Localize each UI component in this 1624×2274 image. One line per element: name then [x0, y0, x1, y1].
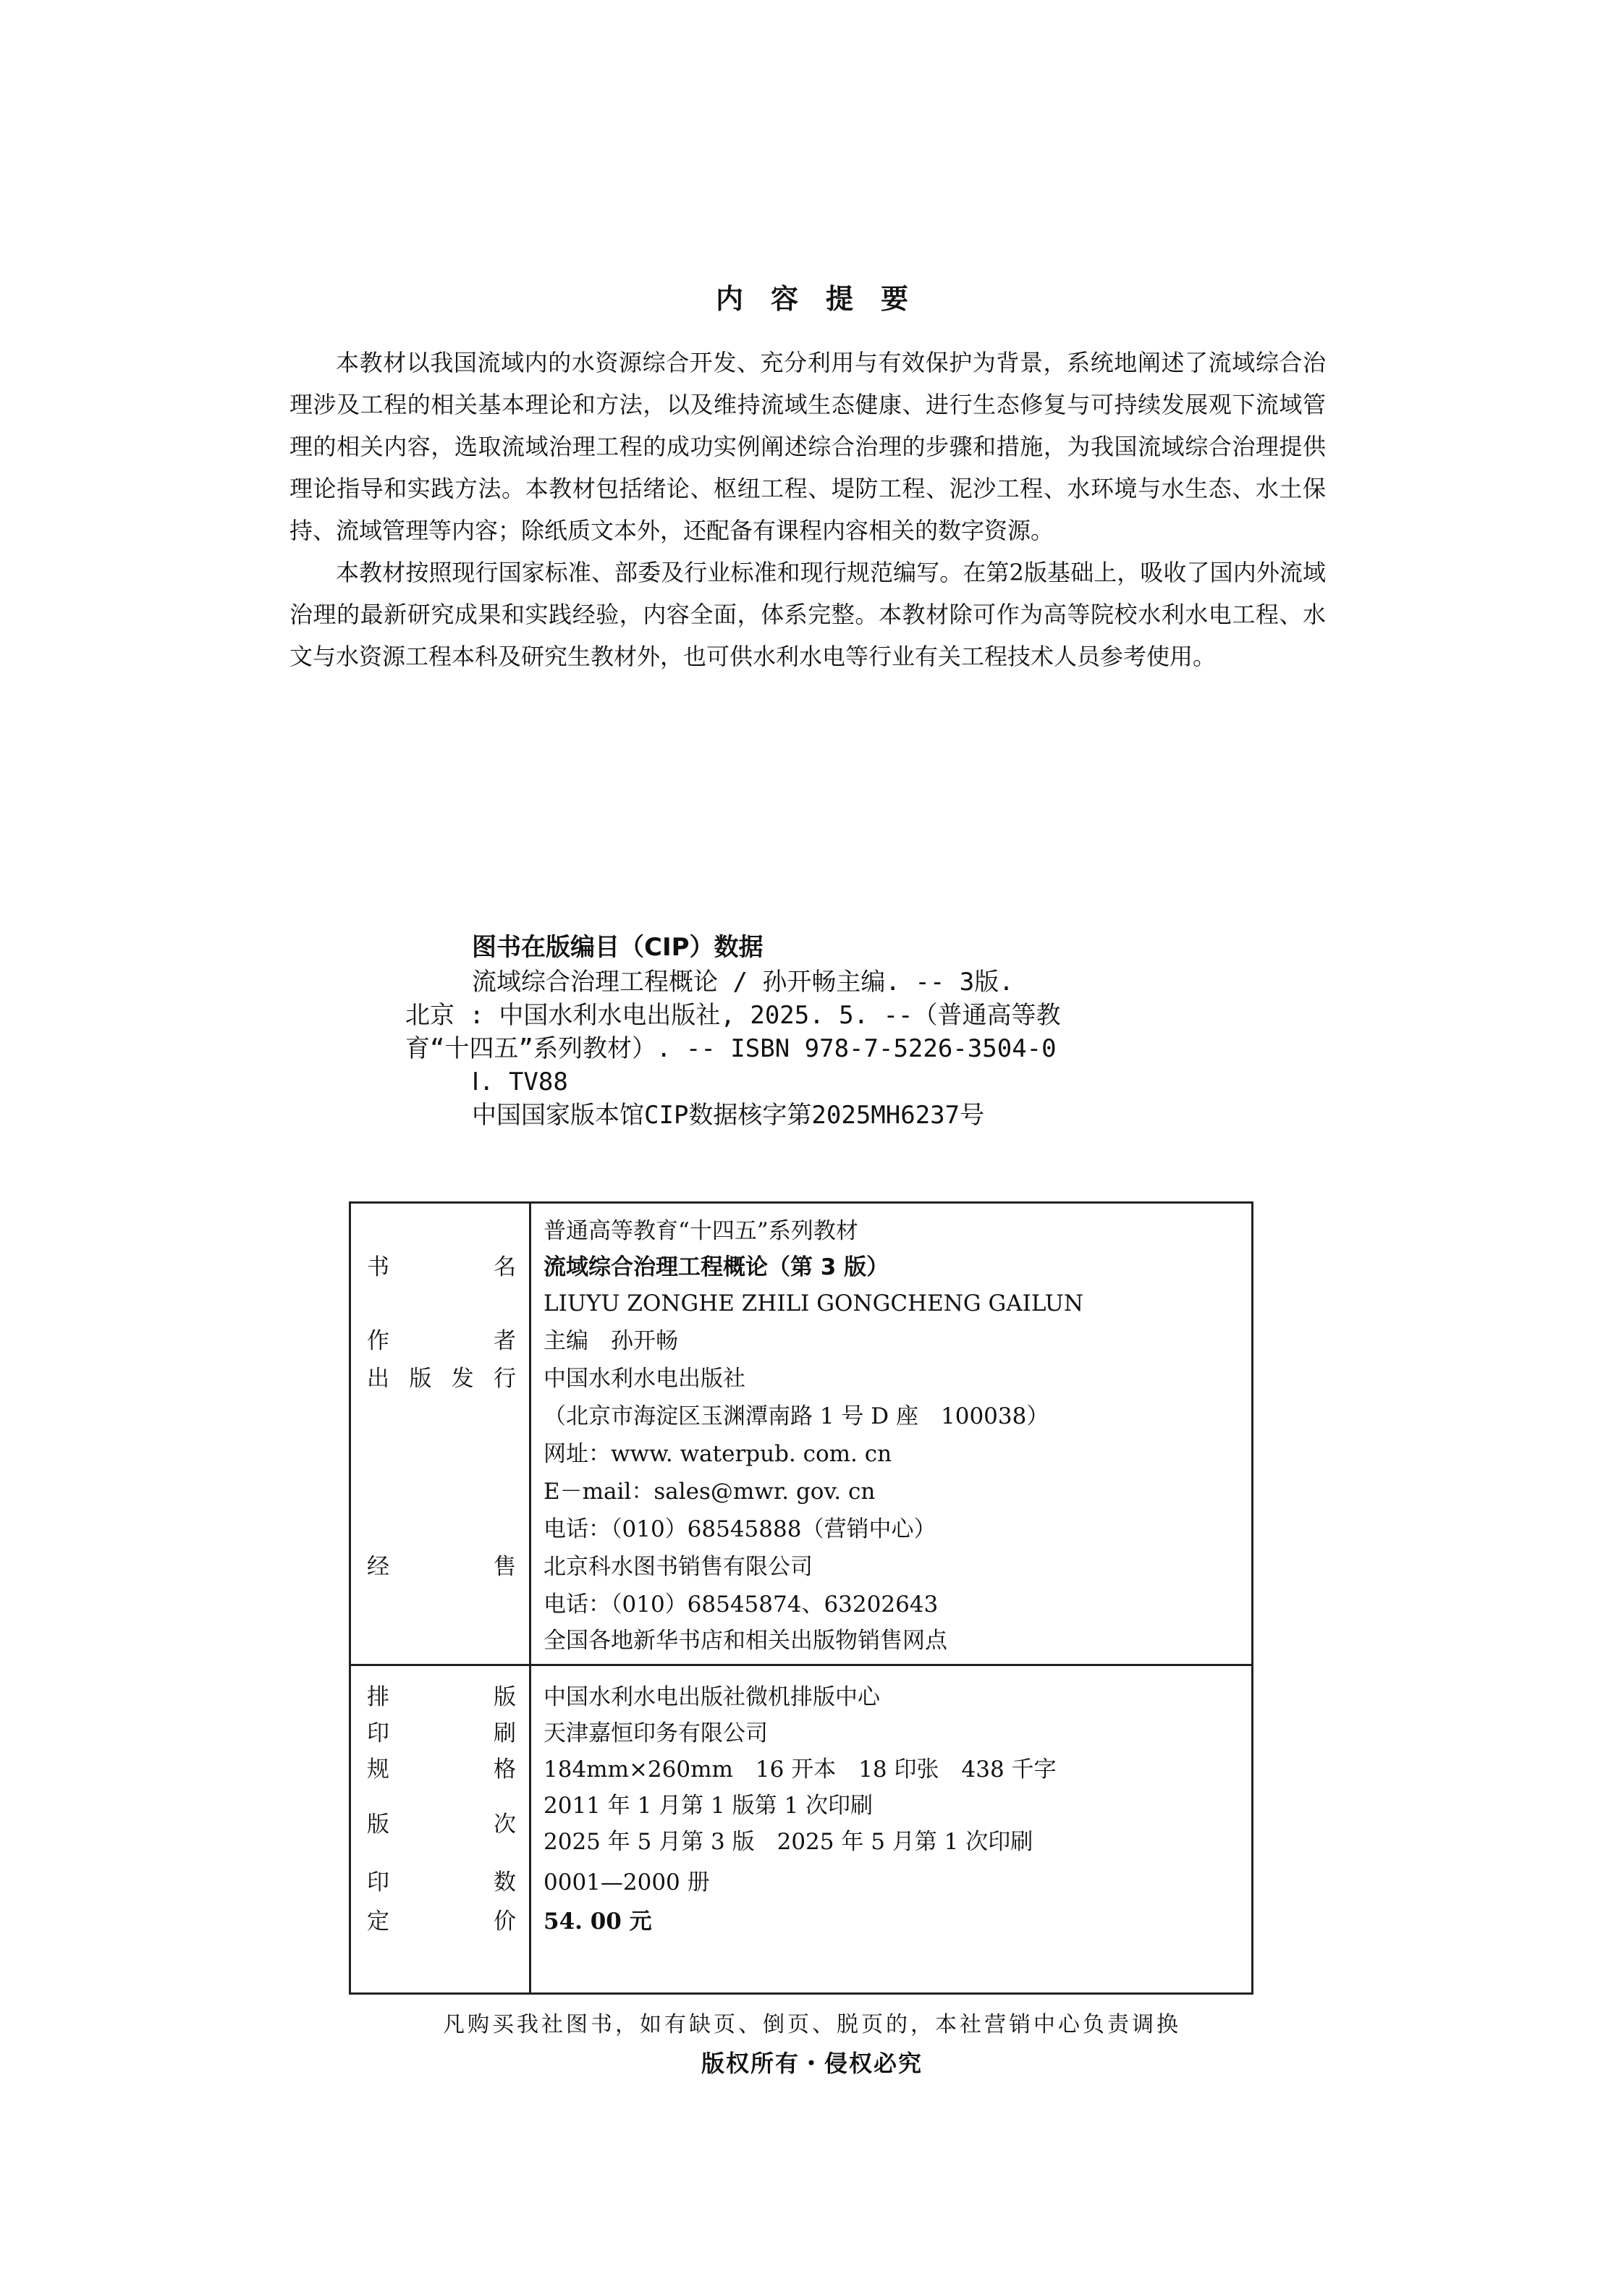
label-edition	[367, 1812, 516, 1838]
summary-paragraph: 本教材按照现行国家标准、部委及行业标准和现行规范编写。在第2版基础上，吸收了国内外流域治理的最新研究成果和实践经验，内容全面，体系完整。本教材除可作为高等院校水利水电工程、水文与水资源工程本科及研究生教材外，也可供水利水电等行业有关工程技术人员参考使用。	[289, 559, 1326, 670]
label-char: 行	[493, 1366, 516, 1392]
label-char: 书	[367, 1254, 389, 1280]
label-char: 价	[494, 1909, 516, 1935]
label-char: 作	[367, 1328, 389, 1354]
typesetting-value: 中国水利水电出版社微机排版中心	[544, 1684, 880, 1710]
label-char: 版	[367, 1812, 389, 1838]
label-char: 排	[367, 1684, 389, 1710]
publisher-website: 网址：www. waterpub. com. cn	[544, 1441, 892, 1467]
price-value: 54. 00 元	[544, 1909, 652, 1935]
distributor-value: 北京科水图书销售有限公司	[544, 1554, 813, 1580]
print-count-value: 0001—2000 册	[544, 1869, 710, 1895]
label-char: 者	[494, 1328, 516, 1354]
label-char: 发	[451, 1366, 474, 1392]
label-publisher	[367, 1366, 516, 1392]
summary-title: 内容提要	[715, 283, 936, 315]
cip-line: 流域综合治理工程概论 / 孙开畅主编. -- 3版.	[472, 968, 1014, 997]
cip-line: Ⅰ. TV88	[472, 1068, 568, 1096]
label-char: 印	[367, 1869, 389, 1895]
book-title-value: 流域综合治理工程概论（第 3 版）	[544, 1254, 889, 1280]
publisher-value: 中国水利水电出版社	[544, 1366, 745, 1392]
cip-line: 北京 : 中国水利水电出版社, 2025. 5. --（普通高等教	[405, 1001, 1061, 1030]
label-char: 版	[409, 1366, 432, 1392]
copyright-notice: 版权所有・侵权必究	[701, 2050, 923, 2077]
author-value: 主编 孙开畅	[544, 1328, 678, 1354]
imprint-table	[349, 1201, 1253, 1995]
edition-current-value: 2025 年 5 月第 3 版 2025 年 5 月第 1 次印刷	[544, 1829, 1033, 1855]
label-distributor	[367, 1554, 516, 1580]
label-spec	[367, 1757, 516, 1783]
label-char: 印	[367, 1720, 389, 1746]
label-char: 经	[367, 1554, 389, 1580]
distributor-phone: 电话：（010）68545874、63202643	[544, 1592, 939, 1618]
label-price	[367, 1909, 516, 1935]
distributor-network: 全国各地新华书店和相关出版物销售网点	[544, 1628, 947, 1654]
cip-line: 中国国家版本馆CIP数据核字第2025MH6237号	[472, 1101, 985, 1130]
cip-heading: 图书在版编目（CIP）数据	[472, 933, 764, 962]
label-char: 次	[494, 1812, 516, 1838]
label-char: 名	[494, 1254, 516, 1280]
publisher-phone: 电话：（010）68545888（营销中心）	[544, 1516, 936, 1542]
label-char: 规	[367, 1757, 389, 1783]
edition-first-value: 2011 年 1 月第 1 版第 1 次印刷	[544, 1793, 874, 1819]
label-char: 刷	[494, 1720, 516, 1746]
label-typesetting	[367, 1684, 516, 1710]
label-char: 格	[494, 1757, 516, 1783]
summary-body	[289, 342, 1326, 677]
series-value: 普通高等教育“十四五”系列教材	[544, 1218, 858, 1244]
replacement-notice: 凡购买我社图书，如有缺页、倒页、脱页的，本社营销中心负责调换	[443, 2012, 1181, 2037]
label-print-count	[367, 1869, 516, 1895]
publisher-address: （北京市海淀区玉渊潭南路 1 号 D 座 100038）	[544, 1403, 1049, 1429]
publisher-email: E－mail：sales@mwr. gov. cn	[544, 1479, 876, 1505]
label-char: 数	[494, 1869, 516, 1895]
label-char: 出	[367, 1366, 389, 1392]
spec-value: 184mm×260mm 16 开本 18 印张 438 千字	[544, 1757, 1057, 1783]
label-printing	[367, 1720, 516, 1746]
label-char: 定	[367, 1909, 389, 1935]
table-divider-vertical	[529, 1204, 531, 1992]
book-title-pinyin: LIUYU ZONGHE ZHILI GONGCHENG GAILUN	[544, 1290, 1083, 1316]
label-title	[367, 1254, 516, 1280]
label-char: 版	[494, 1684, 516, 1710]
printing-value: 天津嘉恒印务有限公司	[544, 1720, 768, 1746]
summary-paragraph: 本教材以我国流域内的水资源综合开发、充分利用与有效保护为背景，系统地阐述了流域综合治理涉及工程的相关基本理论和方法，以及维持流域生态健康、进行生态修复与可持续发展观下流域管理的相关内容，选取流域治理工程的成功实例阐述综合治理的步骤和措施，为我国流域综合治理提供理论指导和实践方法。本教材包括绪论、枢纽工程、堤防工程、泥沙工程、水环境与水生态、水土保持、流域管理等内容；除纸质文本外，还配备有课程内容相关的数字资源。	[289, 349, 1326, 544]
label-char: 售	[494, 1554, 516, 1580]
table-divider-horizontal	[351, 1664, 1251, 1666]
label-author	[367, 1328, 516, 1354]
cip-line: 育“十四五”系列教材）. -- ISBN 978-7-5226-3504-0	[405, 1034, 1057, 1063]
